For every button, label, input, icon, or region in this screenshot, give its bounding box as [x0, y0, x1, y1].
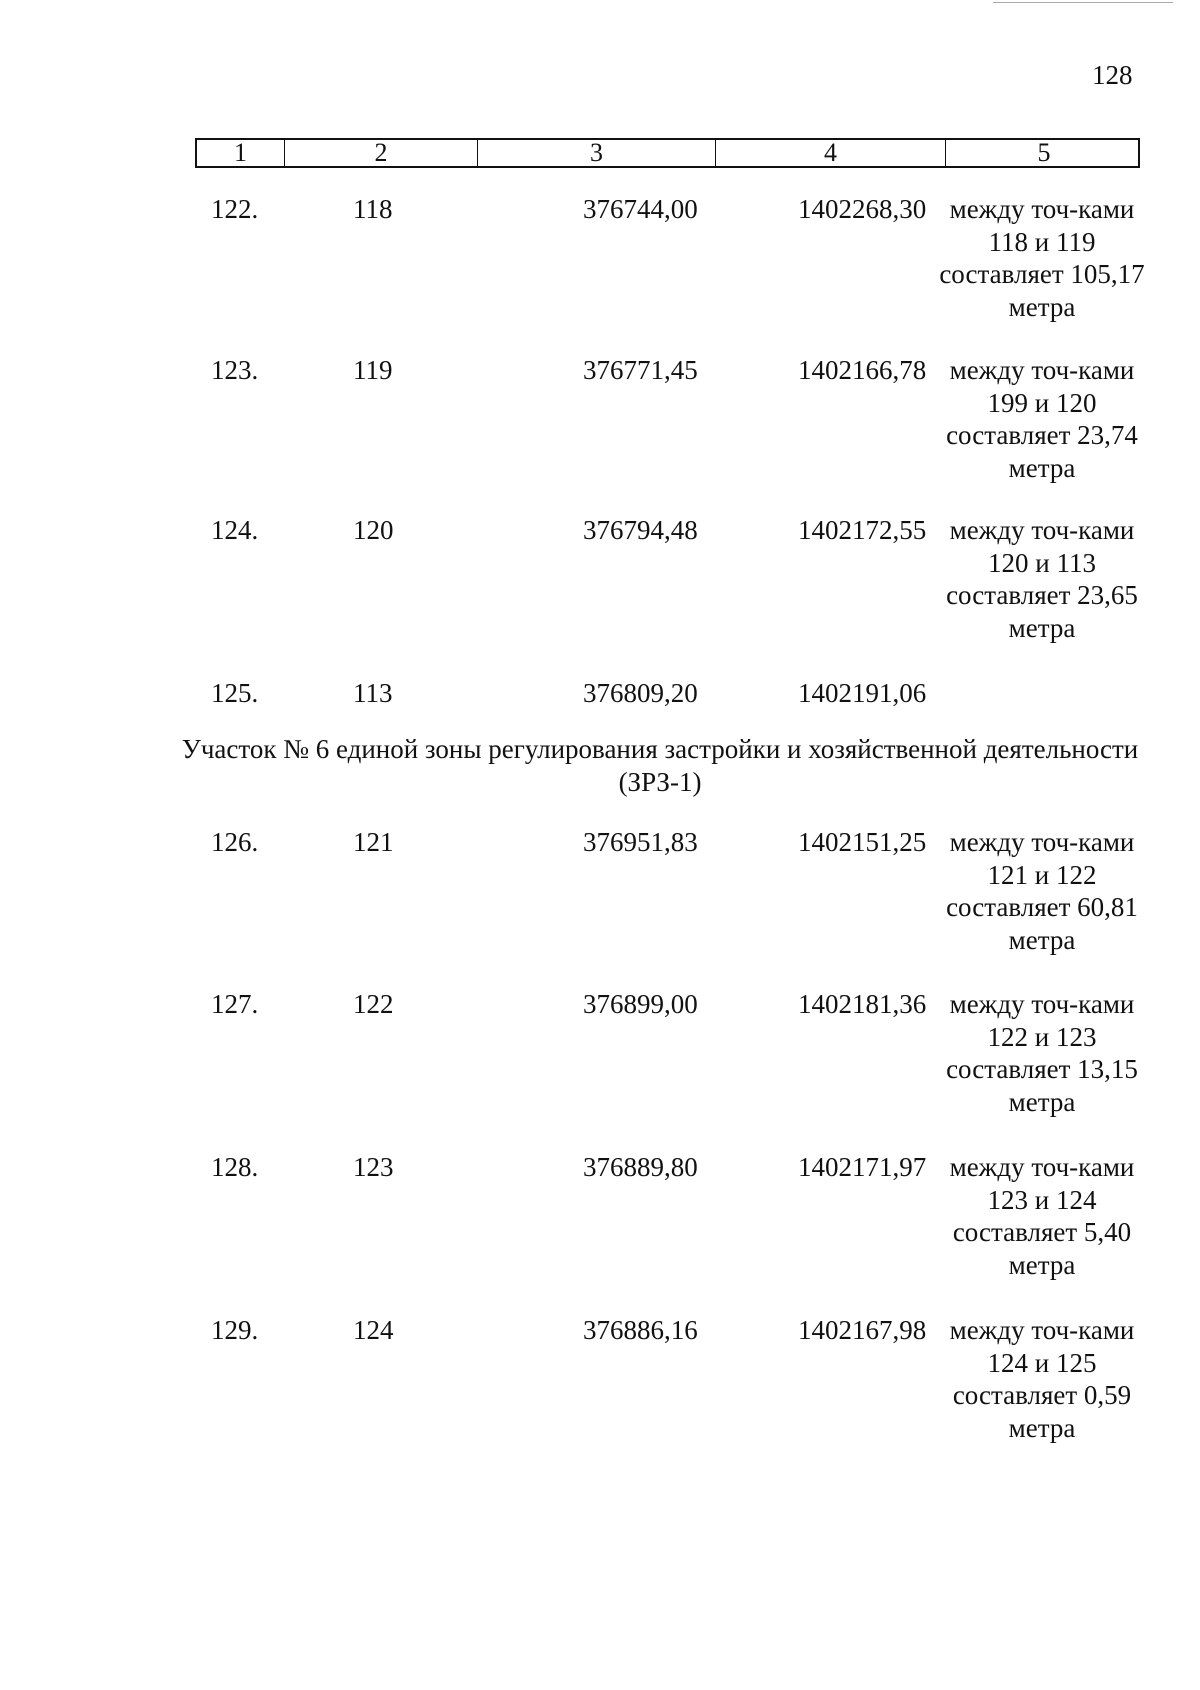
- y-coordinate: 1402166,78: [798, 355, 927, 385]
- x-coordinate: 376899,00: [583, 989, 698, 1019]
- row-number: 128.: [211, 1152, 259, 1182]
- distance-note: между точ-ками 122 и 123 составляет 13,15 метра: [946, 989, 1138, 1117]
- point-number: 118: [353, 194, 393, 224]
- distance-note: между точ-ками 121 и 122 составляет 60,81 метра: [946, 827, 1138, 955]
- distance-note: между точ-ками 124 и 125 составляет 0,59 метра: [949, 1315, 1135, 1443]
- distance-note: между точ-ками 120 и 113 составляет 23,65 метра: [946, 515, 1138, 643]
- x-coordinate: 376809,20: [583, 678, 698, 708]
- point-number: 123: [353, 1152, 394, 1182]
- x-coordinate: 376794,48: [583, 515, 698, 545]
- y-coordinate: 1402171,97: [798, 1152, 927, 1182]
- section-heading: Участок № 6 единой зоны регулирования застройки и хозяйственной деятельности (ЗРЗ-1): [181, 734, 1139, 797]
- column-header-row: [195, 138, 1140, 168]
- point-number: 113: [353, 678, 393, 708]
- distance-note: между точ-ками 118 и 119 составляет 105,17 метра: [939, 194, 1145, 322]
- column-header-2: 2: [284, 140, 477, 166]
- column-header-4: 4: [715, 140, 945, 166]
- row-number: 123.: [211, 355, 259, 385]
- row-number: 122.: [211, 194, 259, 224]
- point-number: 122: [353, 989, 394, 1019]
- y-coordinate: 1402181,36: [798, 989, 927, 1019]
- x-coordinate: 376744,00: [583, 194, 698, 224]
- column-header-5: 5: [945, 140, 1142, 166]
- x-coordinate: 376886,16: [583, 1315, 698, 1345]
- x-coordinate: 376951,83: [583, 827, 698, 857]
- distance-note: между точ-ками 199 и 120 составляет 23,74 метра: [946, 355, 1138, 483]
- y-coordinate: 1402191,06: [798, 678, 927, 708]
- row-number: 125.: [211, 678, 259, 708]
- row-number: 129.: [211, 1315, 259, 1345]
- y-coordinate: 1402172,55: [798, 515, 927, 545]
- point-number: 124: [353, 1315, 394, 1345]
- column-header-1: 1: [234, 138, 247, 167]
- x-coordinate: 376889,80: [583, 1152, 698, 1182]
- column-header-3: 3: [477, 140, 715, 166]
- top-rule: [993, 2, 1173, 3]
- row-number: 127.: [211, 989, 259, 1019]
- point-number: 121: [353, 827, 394, 857]
- page-number: 128: [1092, 60, 1133, 90]
- point-number: 119: [353, 355, 393, 385]
- x-coordinate: 376771,45: [583, 355, 698, 385]
- y-coordinate: 1402151,25: [798, 827, 927, 857]
- row-number: 124.: [211, 515, 259, 545]
- point-number: 120: [353, 515, 394, 545]
- distance-note: между точ-ками 123 и 124 составляет 5,40 метра: [949, 1152, 1135, 1280]
- row-number: 126.: [211, 827, 259, 857]
- y-coordinate: 1402268,30: [798, 194, 927, 224]
- y-coordinate: 1402167,98: [798, 1315, 927, 1345]
